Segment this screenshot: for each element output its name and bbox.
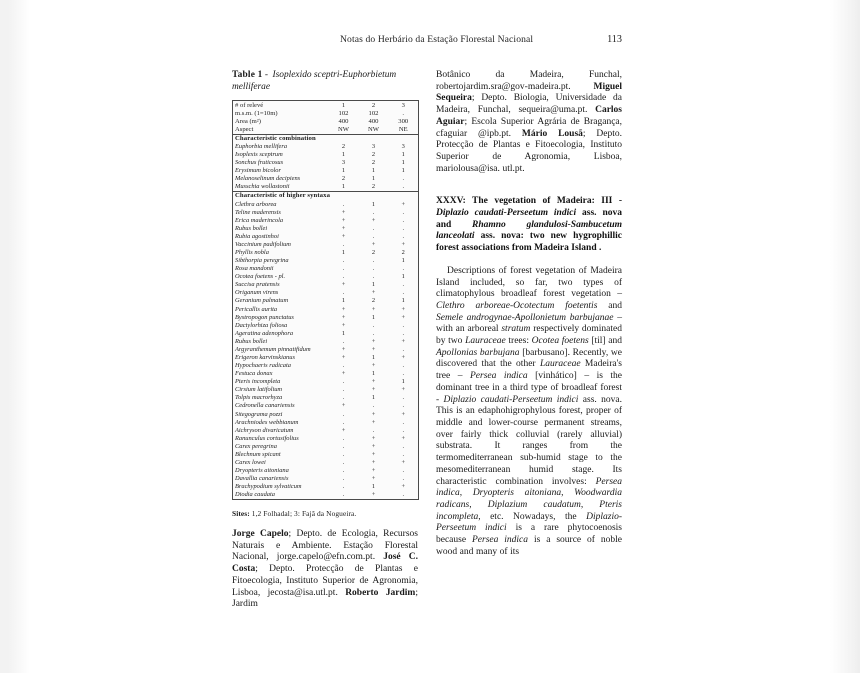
table-row <box>233 208 419 216</box>
table-row <box>233 241 419 249</box>
species-abundance-value: . <box>402 208 405 216</box>
table-row <box>233 402 419 410</box>
species-abundance-value: 1 <box>401 273 405 281</box>
species-abundance-value: + <box>401 313 406 321</box>
species-abundance-value: 1 <box>341 151 346 159</box>
species-abundance-value: . <box>402 370 405 378</box>
header-row-label: # of relevé <box>235 101 264 109</box>
species-abundance-value: + <box>341 224 346 232</box>
species-abundance-value: 1 <box>371 483 376 491</box>
species-abundance-value: . <box>372 232 375 240</box>
species-name: Dactylorhiza foliosa <box>235 321 288 329</box>
species-abundance-value: + <box>341 345 346 353</box>
table-row <box>233 442 419 450</box>
species-abundance-value: 1 <box>341 167 346 175</box>
species-name: Cirsium latifolium <box>235 386 283 394</box>
species-abundance-value: . <box>402 442 405 450</box>
species-abundance-value: + <box>371 216 376 224</box>
species-abundance-value: . <box>402 426 405 434</box>
species-abundance-value: + <box>401 354 406 361</box>
right-column <box>436 70 622 558</box>
species-abundance-value: + <box>401 200 406 208</box>
table-row <box>233 467 419 475</box>
table-section-heading <box>233 192 419 201</box>
species-name: Ageratina adenophora <box>235 329 294 337</box>
species-abundance-value: . <box>402 362 405 370</box>
species-name: Arachniodes webbianum <box>235 418 299 426</box>
running-head-title: Notas do Herbário da Estação Florestal Nacional <box>340 34 534 45</box>
table-row <box>233 426 419 434</box>
species-name: Teline maderensis <box>235 208 281 216</box>
table-row <box>233 451 419 459</box>
species-abundance-value: + <box>371 475 376 483</box>
species-abundance-value: + <box>401 459 406 467</box>
species-abundance-value: 1 <box>401 167 405 175</box>
species-name: Bystropogon punctatus <box>235 313 294 321</box>
species-name: Clethra arborea <box>235 200 277 208</box>
table-row <box>233 232 419 240</box>
table-row <box>233 281 419 289</box>
table-row <box>233 362 419 370</box>
species-abundance-value: + <box>401 410 406 418</box>
section-heading-label: Characteristic combination <box>235 134 316 142</box>
species-abundance-value: 1 <box>371 175 376 183</box>
table-row <box>233 483 419 491</box>
species-abundance-value: . <box>402 418 405 426</box>
species-abundance-value: 1 <box>401 151 405 159</box>
species-abundance-value: . <box>402 329 405 337</box>
species-abundance-value: + <box>341 313 346 321</box>
species-abundance-value: . <box>402 394 405 402</box>
table-row <box>233 183 419 192</box>
species-abundance-value: + <box>371 410 376 418</box>
species-abundance-value: + <box>371 442 376 450</box>
species-abundance-value: + <box>341 281 346 289</box>
species-abundance-value: + <box>371 345 376 353</box>
header-row-label: Aspect <box>233 125 329 134</box>
species-name: Phyllis nobla <box>235 248 269 256</box>
species-abundance-value: 2 <box>371 297 376 305</box>
species-abundance-value: . <box>402 265 405 273</box>
author-affiliations-right: Botânico da Madeira, Funchal, robertojardim.sra@gov-madeira.pt. Miguel Sequeira; Depto. Biologia, Universidade da Madeira, Funchal, sequeira@uma.pt. Carlos Aguiar; Escola Superior Agrária de Bragança, cfaguiar @ipb.pt. Mário Lousã; Depto. Protecção de Plantas e Fitoecologia, Instituto Superior de Agronomia, Lisboa, mariolousa@isa. utl.pt. <box>436 70 623 174</box>
species-abundance-value: + <box>401 240 406 248</box>
table-row <box>233 289 419 297</box>
species-abundance-value: + <box>371 378 376 386</box>
species-abundance-value: . <box>402 345 405 353</box>
species-name: Sonchus fruticosus <box>235 159 284 167</box>
species-abundance-value: 2 <box>401 248 405 256</box>
table-row <box>233 273 419 281</box>
sites-text: 1,2 Folhadal; 3: Fajã da Nogueira. <box>251 509 357 519</box>
species-abundance-value: . <box>342 450 345 458</box>
header-row-value: 102 <box>338 109 349 117</box>
section-heading: XXXV: The vegetation of Madeira: III - Diplazio caudati-Perseetum indici ass. nova and Rhamno glandulosi-Sambucetum lanceolati ass. nova: two new hygrophillic forest associations from Madeira Island . <box>436 196 622 254</box>
table-sites-note <box>232 509 418 518</box>
table-row <box>233 257 419 265</box>
header-row-value: 400 <box>368 117 379 125</box>
species-name: Vaccinium padifolium <box>235 240 291 248</box>
table-row <box>233 305 419 313</box>
species-name: Carex peregrina <box>235 442 277 450</box>
species-name: Isoplexis sceptrum <box>235 151 283 159</box>
species-abundance-value: + <box>371 289 376 297</box>
species-abundance-value: 1 <box>371 313 376 321</box>
species-abundance-value: + <box>371 418 376 426</box>
species-abundance-value: 1 <box>341 329 346 337</box>
species-abundance-value: + <box>341 321 346 329</box>
species-name: Argyranthemum pinnatifidum <box>235 345 311 353</box>
species-name: Cedronella canariensis <box>235 402 295 410</box>
species-abundance-value: 1 <box>371 281 376 289</box>
table-row <box>233 249 419 257</box>
species-abundance-value: . <box>372 273 375 281</box>
species-name: Musschia wollastonii <box>235 183 290 191</box>
table-row <box>233 265 419 273</box>
species-abundance-value: . <box>402 402 405 410</box>
species-abundance-value: . <box>342 410 345 418</box>
species-abundance-value: 1 <box>401 159 405 167</box>
table-row <box>233 167 419 175</box>
species-abundance-value: . <box>402 224 405 232</box>
table-row <box>233 386 419 394</box>
species-name: Sibthorpia peregrina <box>235 257 289 265</box>
table-row <box>233 459 419 467</box>
species-abundance-value: . <box>402 475 405 483</box>
table-row <box>233 475 419 483</box>
species-name: Carex lowei <box>235 459 266 467</box>
species-abundance-value: + <box>401 386 406 394</box>
table-caption <box>232 70 418 93</box>
species-abundance-value: . <box>372 329 375 337</box>
species-abundance-value: . <box>342 257 345 265</box>
species-name: Erigeron karvinskianus <box>235 354 295 361</box>
species-abundance-value: + <box>371 459 376 467</box>
table-row <box>233 159 419 167</box>
header-row-value: 2 <box>371 101 376 109</box>
species-abundance-value: . <box>342 442 345 450</box>
species-abundance-value: . <box>402 289 405 297</box>
species-abundance-value: . <box>402 216 405 224</box>
species-abundance-value: 1 <box>341 297 346 305</box>
species-abundance-value: . <box>342 337 345 345</box>
species-abundance-value: 1 <box>371 354 376 361</box>
abstract-paragraph: Descriptions of forest vegetation of Madeira Island included, so far, two types of climatophylous broadleaf forest vegetation – Clethro arboreae-Ocotectum foetentis and Semele androgynae-Apollonietum barbujanae – with an arboreal stratum respectively dominated by two Lauraceae trees: Ocotea foetens [til] and Apollonias barbujana [barbusano]. Recently, we discovered that the other Lauraceae Madeira's tree – Persea indica [vinhático] – is the dominant tree in a third type of broadleaf forest - Diplazio caudati-Perseetum indici ass. nova. This is an edaphohigrophylous forest, proper of middle and lower-course permanent streams, over fairly thick colluvial (rarely alluvial) substrata. It ranges from the termomediterranean sub-humid stage to the mesomediterranean humid stage. Its characteristic combination involves: Persea indica, Dryopteris aitoniana, Woodwardia radicans, Diplazium caudatum, Pteris incompleta, etc. Nowadays, the Diplazio-Perseetum indici is a rare phytocoenosis because Persea indica is a source of noble wood and many of its <box>436 265 623 557</box>
table-row <box>233 329 419 337</box>
species-name: Festuca donax <box>235 370 273 378</box>
table-row <box>233 224 419 232</box>
species-abundance-value: . <box>402 183 405 191</box>
table-row <box>233 394 419 402</box>
releve-table-body <box>233 101 419 500</box>
species-abundance-value: 2 <box>371 183 376 191</box>
species-name: Pericallis aurita <box>235 305 278 313</box>
species-abundance-value: . <box>372 208 375 216</box>
species-abundance-value: + <box>341 354 346 361</box>
header-row-label: m.s.m. (1=10m) <box>235 109 278 117</box>
species-abundance-value: + <box>371 240 376 248</box>
table-row <box>233 216 419 224</box>
table-row <box>233 143 419 151</box>
species-name: Melanoselinum decipiens <box>235 175 301 183</box>
species-name: Succisa pratensis <box>235 281 280 289</box>
species-abundance-value: . <box>402 232 405 240</box>
table-caption-dash: - <box>264 70 271 80</box>
species-abundance-value: 2 <box>371 248 376 256</box>
species-abundance-value: . <box>342 467 345 475</box>
species-abundance-value: . <box>342 386 345 394</box>
species-abundance-value: + <box>341 232 346 240</box>
species-abundance-value: + <box>371 467 376 475</box>
species-abundance-value: + <box>371 450 376 458</box>
species-abundance-value: . <box>402 467 405 475</box>
species-abundance-value: 1 <box>341 183 346 191</box>
species-name: Rubus bollei <box>235 224 268 232</box>
species-abundance-value: + <box>341 216 346 224</box>
species-abundance-value: 3 <box>341 159 346 167</box>
table-row <box>233 175 419 183</box>
table-row <box>233 354 419 362</box>
species-abundance-value: + <box>341 370 346 378</box>
species-abundance-value: . <box>342 475 345 483</box>
table-header-row <box>233 125 419 134</box>
species-name: Euphorbia mellifera <box>235 142 288 150</box>
species-abundance-value: + <box>371 386 376 394</box>
species-name: Ocotea foetens - pl. <box>235 273 286 281</box>
header-row-value: 400 <box>338 117 349 125</box>
species-abundance-value: . <box>342 240 345 248</box>
table-row <box>233 346 419 354</box>
species-abundance-value: . <box>342 483 345 491</box>
header-row-value: . <box>402 109 405 117</box>
species-name: Rubia agostinhoi <box>235 232 279 240</box>
species-abundance-value: . <box>372 224 375 232</box>
species-abundance-value: + <box>371 491 376 499</box>
species-name: Tolpis macrorhyza <box>235 394 283 402</box>
species-abundance-value: + <box>401 483 406 491</box>
table-header-row <box>233 109 419 117</box>
species-abundance-value: + <box>401 434 406 442</box>
table-row <box>233 410 419 418</box>
section-heading-label: Characteristic of higher syntaxa <box>233 192 419 201</box>
species-abundance-value: 2 <box>371 151 376 159</box>
species-abundance-value: + <box>341 208 346 216</box>
species-abundance-value: . <box>402 491 405 499</box>
species-abundance-value: . <box>342 491 345 499</box>
species-abundance-value: . <box>342 289 345 297</box>
species-abundance-value: 1 <box>371 200 376 208</box>
page-content <box>232 34 622 644</box>
species-abundance-value: 3 <box>401 142 405 150</box>
header-row-value: 3 <box>401 101 405 109</box>
table-header-row <box>233 101 419 110</box>
species-name: Erica maderincola <box>235 216 284 224</box>
table-row <box>233 418 419 426</box>
species-abundance-value: 1 <box>371 370 376 378</box>
table-header-row <box>233 117 419 125</box>
species-abundance-value: 1 <box>341 248 346 256</box>
species-abundance-value: . <box>402 281 405 289</box>
header-row-value: 300 <box>398 117 409 125</box>
species-name: Diodia caudata <box>235 491 275 499</box>
sites-label: Sites: <box>232 509 250 519</box>
header-row-value: NE <box>389 125 419 134</box>
species-name: Blechnum spicant <box>235 450 281 458</box>
species-abundance-value: . <box>342 434 345 442</box>
table-caption-title: Isoplexido sceptri-Euphorbietum melliferae <box>232 70 397 92</box>
species-abundance-value: . <box>402 175 405 183</box>
species-abundance-value: + <box>401 305 406 313</box>
running-head <box>232 34 622 56</box>
species-abundance-value: + <box>401 337 406 345</box>
species-name: Ranunculus cortusifolius <box>235 434 299 442</box>
species-abundance-value: 1 <box>371 167 376 175</box>
header-row-label: Area (m²) <box>235 117 261 125</box>
species-abundance-value: + <box>371 434 376 442</box>
releve-table <box>232 100 419 500</box>
species-name: Sitegograma pozzi <box>235 410 283 418</box>
species-abundance-value: + <box>371 337 376 345</box>
species-name: Origanum virens <box>235 289 279 297</box>
species-abundance-value: . <box>402 450 405 458</box>
species-abundance-value: 3 <box>371 142 376 150</box>
table-row <box>233 321 419 329</box>
species-name: Rubus bollei <box>235 337 268 345</box>
species-name: Geranium palmatum <box>235 297 289 305</box>
species-abundance-value: . <box>342 418 345 426</box>
species-abundance-value: 1 <box>371 394 376 402</box>
species-abundance-value: . <box>372 265 375 273</box>
species-abundance-value: . <box>402 321 405 329</box>
species-abundance-value: 2 <box>341 142 346 150</box>
table-caption-label: Table 1 <box>232 70 263 80</box>
species-abundance-value: + <box>341 402 346 410</box>
species-abundance-value: 1 <box>401 257 405 265</box>
species-abundance-value: . <box>372 402 375 410</box>
species-name: Erysimum bicolor <box>235 167 281 175</box>
table-row <box>233 297 419 305</box>
table-row <box>233 491 419 500</box>
table-row <box>233 370 419 378</box>
section-spacer <box>436 175 622 196</box>
species-abundance-value: . <box>342 265 345 273</box>
species-abundance-value: . <box>342 378 345 386</box>
table-section-heading <box>233 134 419 143</box>
author-addresses-left: Jorge Capelo; Depto. de Ecologia, Recursos Naturais e Ambiente. Estação Florestal Nacional, jorge.capelo@efn.com.pt. José C. Costa; Depto. Protecção de Plantas e Fitoecologia, Instituto Superior de Agronomia, Lisboa, jecosta@isa.utl.pt. Roberto Jardim; Jardim <box>232 529 418 610</box>
species-name: Brachypodium sylvaticum <box>235 483 302 491</box>
species-abundance-value: . <box>372 321 375 329</box>
species-abundance-value: . <box>372 257 375 265</box>
species-abundance-value: 1 <box>401 297 405 305</box>
species-abundance-value: + <box>341 426 346 434</box>
species-name: Dryopteris aitoniana <box>235 467 289 475</box>
table-row <box>233 378 419 386</box>
table-row <box>233 337 419 345</box>
header-row-value: NW <box>329 125 359 134</box>
species-abundance-value: . <box>342 394 345 402</box>
species-abundance-value: . <box>342 273 345 281</box>
species-name: Davallia canariensis <box>235 475 289 483</box>
species-abundance-value: + <box>371 362 376 370</box>
page-number: 113 <box>607 34 622 45</box>
species-abundance-value: . <box>372 426 375 434</box>
species-name: Hypochaeris radicata <box>235 362 291 370</box>
header-row-value: 102 <box>368 109 379 117</box>
species-abundance-value: . <box>342 459 345 467</box>
header-row-value: NW <box>359 125 389 134</box>
species-name: Rosa mandonii <box>235 265 274 273</box>
species-abundance-value: + <box>371 305 376 313</box>
table-row <box>233 200 419 208</box>
table-row <box>233 434 419 442</box>
species-abundance-value: 1 <box>401 378 405 386</box>
species-name: Pteris incompleta <box>235 378 281 386</box>
species-abundance-value: . <box>342 362 345 370</box>
species-abundance-value: 2 <box>371 159 376 167</box>
species-abundance-value: 2 <box>341 175 346 183</box>
left-column <box>232 70 418 611</box>
table-row <box>233 313 419 321</box>
species-abundance-value: + <box>341 305 346 313</box>
header-row-value: 1 <box>341 101 346 109</box>
species-name: Aichryson divaricatum <box>235 426 294 434</box>
species-abundance-value: . <box>342 200 345 208</box>
table-row <box>233 151 419 159</box>
